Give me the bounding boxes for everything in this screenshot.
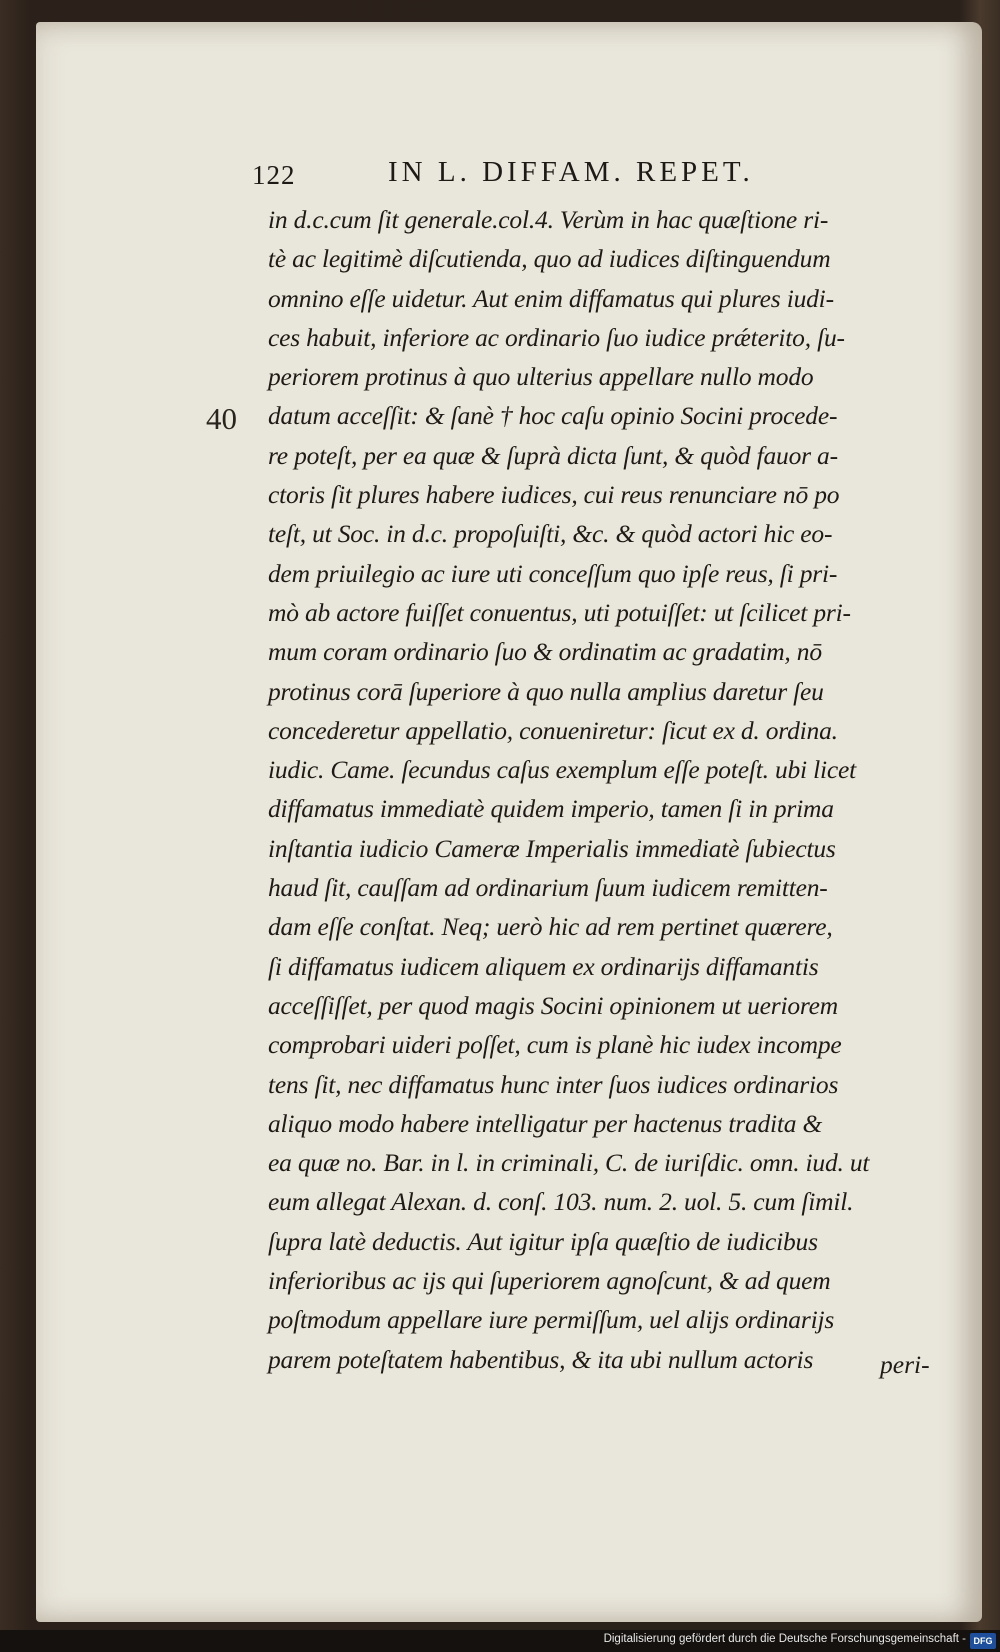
text-line: iudic. Came. ſecundus caſus exemplum eſſe poteſt. ubi licet bbox=[268, 755, 856, 785]
text-line: dem priuilegio ac iure uti conceſſum quo ipſe reus, ſi pri- bbox=[268, 558, 838, 588]
margin-note: 40 bbox=[206, 401, 237, 436]
text-line: mò ab actore fuiſſet conuentus, uti potuiſſet: ut ſcilicet pri- bbox=[268, 597, 851, 627]
text-line: omnino eſſe uidetur. Aut enim diffamatus qui plures iudi- bbox=[268, 283, 834, 313]
text-line: ces habuit, inferiore ac ordinario ſuo iudice prǽterito, ſu- bbox=[268, 322, 845, 352]
text-line: aliquo modo habere intelligatur per hactenus tradita & bbox=[268, 1108, 823, 1138]
body-text bbox=[268, 200, 940, 1379]
text-line: eum allegat Alexan. d. conſ. 103. num. 2. uol. 5. cum ſimil. bbox=[268, 1187, 854, 1217]
text-line: ſupra latè deductis. Aut igitur ipſa quæſtio de iudicibus bbox=[268, 1226, 818, 1256]
funding-credit[interactable]: Digitalisierung gefördert durch die Deutsche Forschungsgemeinschaft - bbox=[603, 1633, 966, 1645]
text-line: ctoris ſit plures habere iudices, cui reus renunciare nō po bbox=[268, 480, 840, 510]
text-line: re poteſt, per ea quæ & ſuprà dicta ſunt, & quòd fauor a- bbox=[268, 440, 838, 470]
text-line: poſtmodum appellare iure permiſſum, uel alijs ordinarijs bbox=[268, 1305, 835, 1335]
text-line: tens ſit, nec diffamatus hunc inter ſuos iudices ordinarios bbox=[268, 1069, 839, 1099]
text-line: acceſſiſſet, per quod magis Socini opinionem ut ueriorem bbox=[268, 990, 839, 1020]
text-line: inferioribus ac ijs qui ſuperiorem agnoſcunt, & ad quem bbox=[268, 1266, 831, 1296]
text-line: diffamatus immediatè quidem imperio, tamen ſi in prima bbox=[268, 794, 834, 824]
text-line: mum coram ordinario ſuo & ordinatim ac gradatim, nō bbox=[268, 637, 822, 667]
text-line: haud ſit, cauſſam ad ordinarium ſuum iudicem remitten- bbox=[268, 873, 828, 903]
running-title: IN L. DIFFAM. REPET. bbox=[388, 156, 754, 188]
text-line: dam eſſe conſtat. Neq; uerò hic ad rem pertinet quærere, bbox=[268, 912, 833, 942]
text-line: ea quæ no. Bar. in l. in criminali, C. de iuriſdic. omn. iud. ut bbox=[268, 1148, 870, 1178]
text-line: protinus corā ſuperiore à quo nulla amplius daretur ſeu bbox=[268, 676, 824, 706]
text-line: parem poteſtatem habentibus, & ita ubi nullum actoris bbox=[268, 1344, 814, 1374]
text-line: inſtantia iudicio Cameræ Imperialis immediatè ſubiectus bbox=[268, 833, 836, 863]
text-line: in d.c.cum ſit generale.col.4. Verùm in hac quæſtione ri- bbox=[268, 205, 829, 234]
text-line: tè ac legitimè diſcutienda, quo ad iudices diſtinguendum bbox=[268, 244, 831, 274]
text-line: teſt, ut Soc. in d.c. propoſuiſti, &c. & quòd actori hic eo- bbox=[268, 519, 833, 549]
text-line: datum acceſſit: & ſanè † hoc caſu opinio Socini procede- bbox=[268, 401, 838, 431]
text-line: comprobari uideri poſſet, cum is planè hic iudex incompe bbox=[268, 1030, 842, 1060]
page-number: 122 bbox=[252, 160, 296, 190]
text-line: periorem protinus à quo ulterius appellare nullo modo bbox=[268, 362, 814, 392]
text-line: ſi diffamatus iudicem aliquem ex ordinarijs diffamantis bbox=[268, 951, 819, 981]
footer-bar bbox=[0, 1630, 1000, 1652]
dfg-logo[interactable]: DFG bbox=[970, 1633, 996, 1649]
text-line: concederetur appellatio, conueniretur: ſicut ex d. ordina. bbox=[268, 715, 838, 745]
catchword: peri- bbox=[880, 1350, 930, 1379]
